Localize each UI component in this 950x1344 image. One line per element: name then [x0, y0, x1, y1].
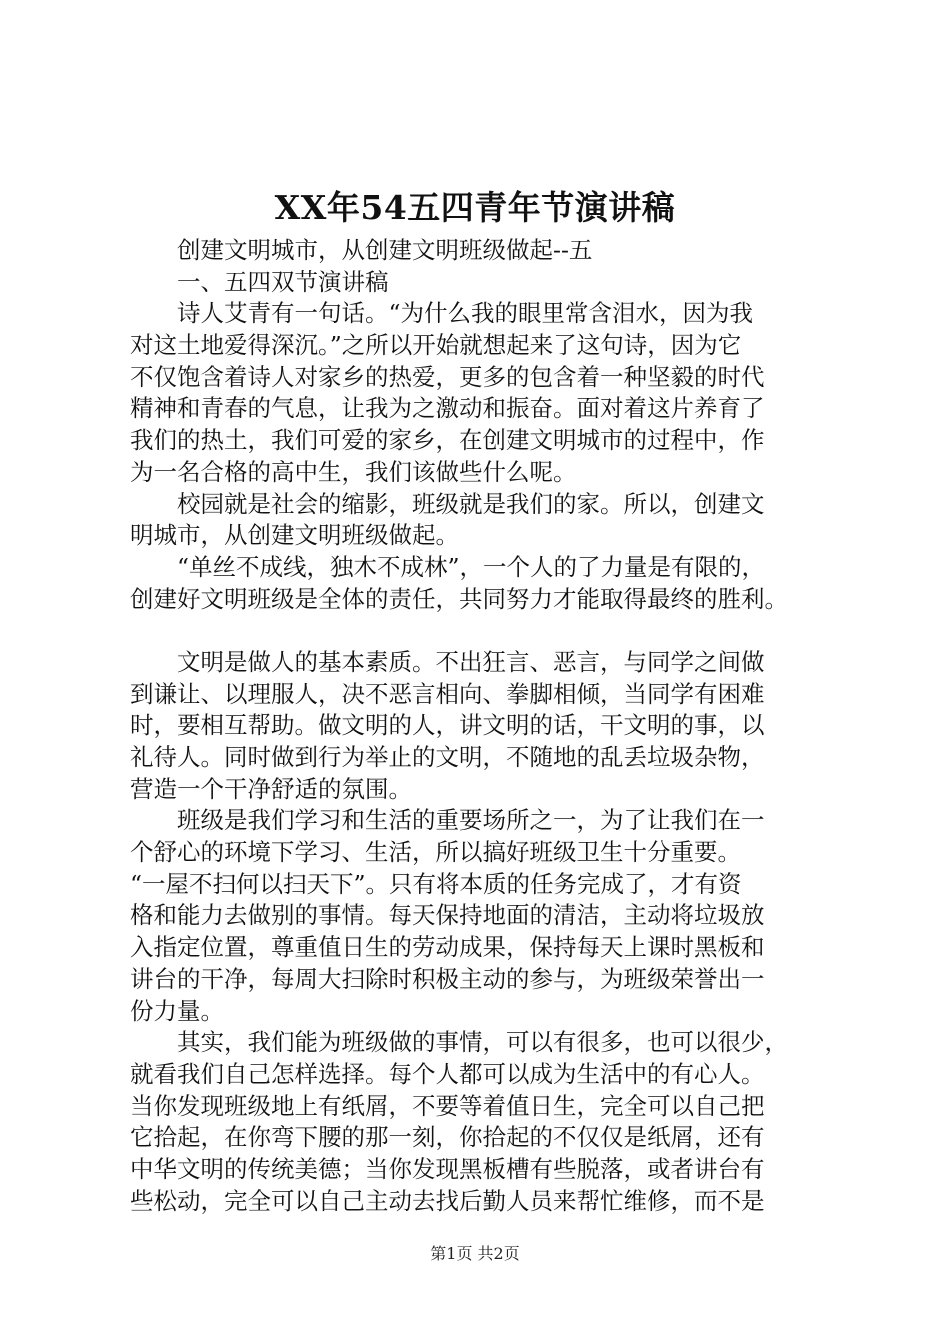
- text-line: 中华文明的传统美德；当你发现黑板槽有些脱落，或者讲台有: [130, 1154, 765, 1183]
- text-line: 精神和青春的气息，让我为之激动和振奋。面对着这片养育了: [130, 394, 765, 423]
- text-line: 些松动，完全可以自己主动去找后勤人员来帮忙维修，而不是: [130, 1186, 765, 1215]
- text-line: 其实，我们能为班级做的事情，可以有很多，也可以很少，: [130, 1028, 788, 1057]
- text-line: 创建好文明班级是全体的责任，共同努力才能取得最终的胜利。: [130, 584, 788, 613]
- text-line: 就看我们自己怎样选择。每个人都可以成为生活中的有心人。: [130, 1059, 765, 1088]
- page-footer: 第1页 共2页: [430, 1244, 520, 1263]
- text-line: 创建文明城市，从创建文明班级做起--五: [130, 236, 593, 264]
- text-line: 明城市，从创建文明班级做起。: [130, 521, 459, 550]
- text-line: 我们的热土，我们可爱的家乡，在创建文明城市的过程中，作: [130, 426, 765, 455]
- text-line: 为一名合格的高中生，我们该做些什么呢。: [130, 457, 577, 486]
- text-line: 诗人艾青有一句话。“为什么我的眼里常含泪水，因为我: [130, 299, 754, 328]
- text-line: 它拾起，在你弯下腰的那一刻，你拾起的不仅仅是纸屑，还有: [130, 1123, 765, 1152]
- text-line: 份力量。: [130, 996, 224, 1025]
- text-line: 营造一个干净舒适的氛围。: [130, 774, 412, 803]
- document-title: XX年54五四青年节演讲稿: [274, 188, 676, 227]
- text-line: 一、五四双节演讲稿: [130, 267, 389, 296]
- text-line: 入指定位置，尊重值日生的劳动成果，保持每天上课时黑板和: [130, 933, 765, 962]
- text-line: 对这土地爱得深沉。”之所以开始就想起来了这句诗，因为它: [130, 331, 742, 360]
- text-line: 个舒心的环境下学习、生活，所以搞好班级卫生十分重要。: [130, 838, 741, 867]
- text-line: “单丝不成线，独木不成林”，一个人的了力量是有限的，: [130, 552, 766, 581]
- text-line: 不仅饱含着诗人对家乡的热爱，更多的包含着一种坚毅的时代: [130, 362, 765, 391]
- document-body: [130, 235, 835, 1217]
- text-line: 格和能力去做别的事情。每天保持地面的清洁，主动将垃圾放: [130, 901, 765, 930]
- text-line: 当你发现班级地上有纸屑，不要等着值日生，完全可以自己把: [130, 1091, 765, 1120]
- text-line: 礼待人。同时做到行为举止的文明，不随地的乱丢垃圾杂物，: [130, 743, 765, 771]
- text-line: 文明是做人的基本素质。不出狂言、恶言，与同学之间做: [130, 647, 765, 676]
- text-line: 班级是我们学习和生活的重要场所之一，为了让我们在一: [130, 806, 765, 835]
- text-line: 讲台的干净，每周大扫除时积极主动的参与，为班级荣誉出一: [130, 964, 765, 993]
- text-line: “一屋不扫何以扫天下”。只有将本质的任务完成了，才有资: [130, 869, 742, 898]
- text-line: 校园就是社会的缩影，班级就是我们的家。所以，创建文: [130, 489, 765, 518]
- text-line: 时，要相互帮助。做文明的人，讲文明的话，干文明的事，以: [130, 711, 765, 740]
- text-line: 到谦让、以理服人，决不恶言相向、拳脚相倾，当同学有困难: [130, 679, 765, 708]
- text-line: [130, 615, 835, 647]
